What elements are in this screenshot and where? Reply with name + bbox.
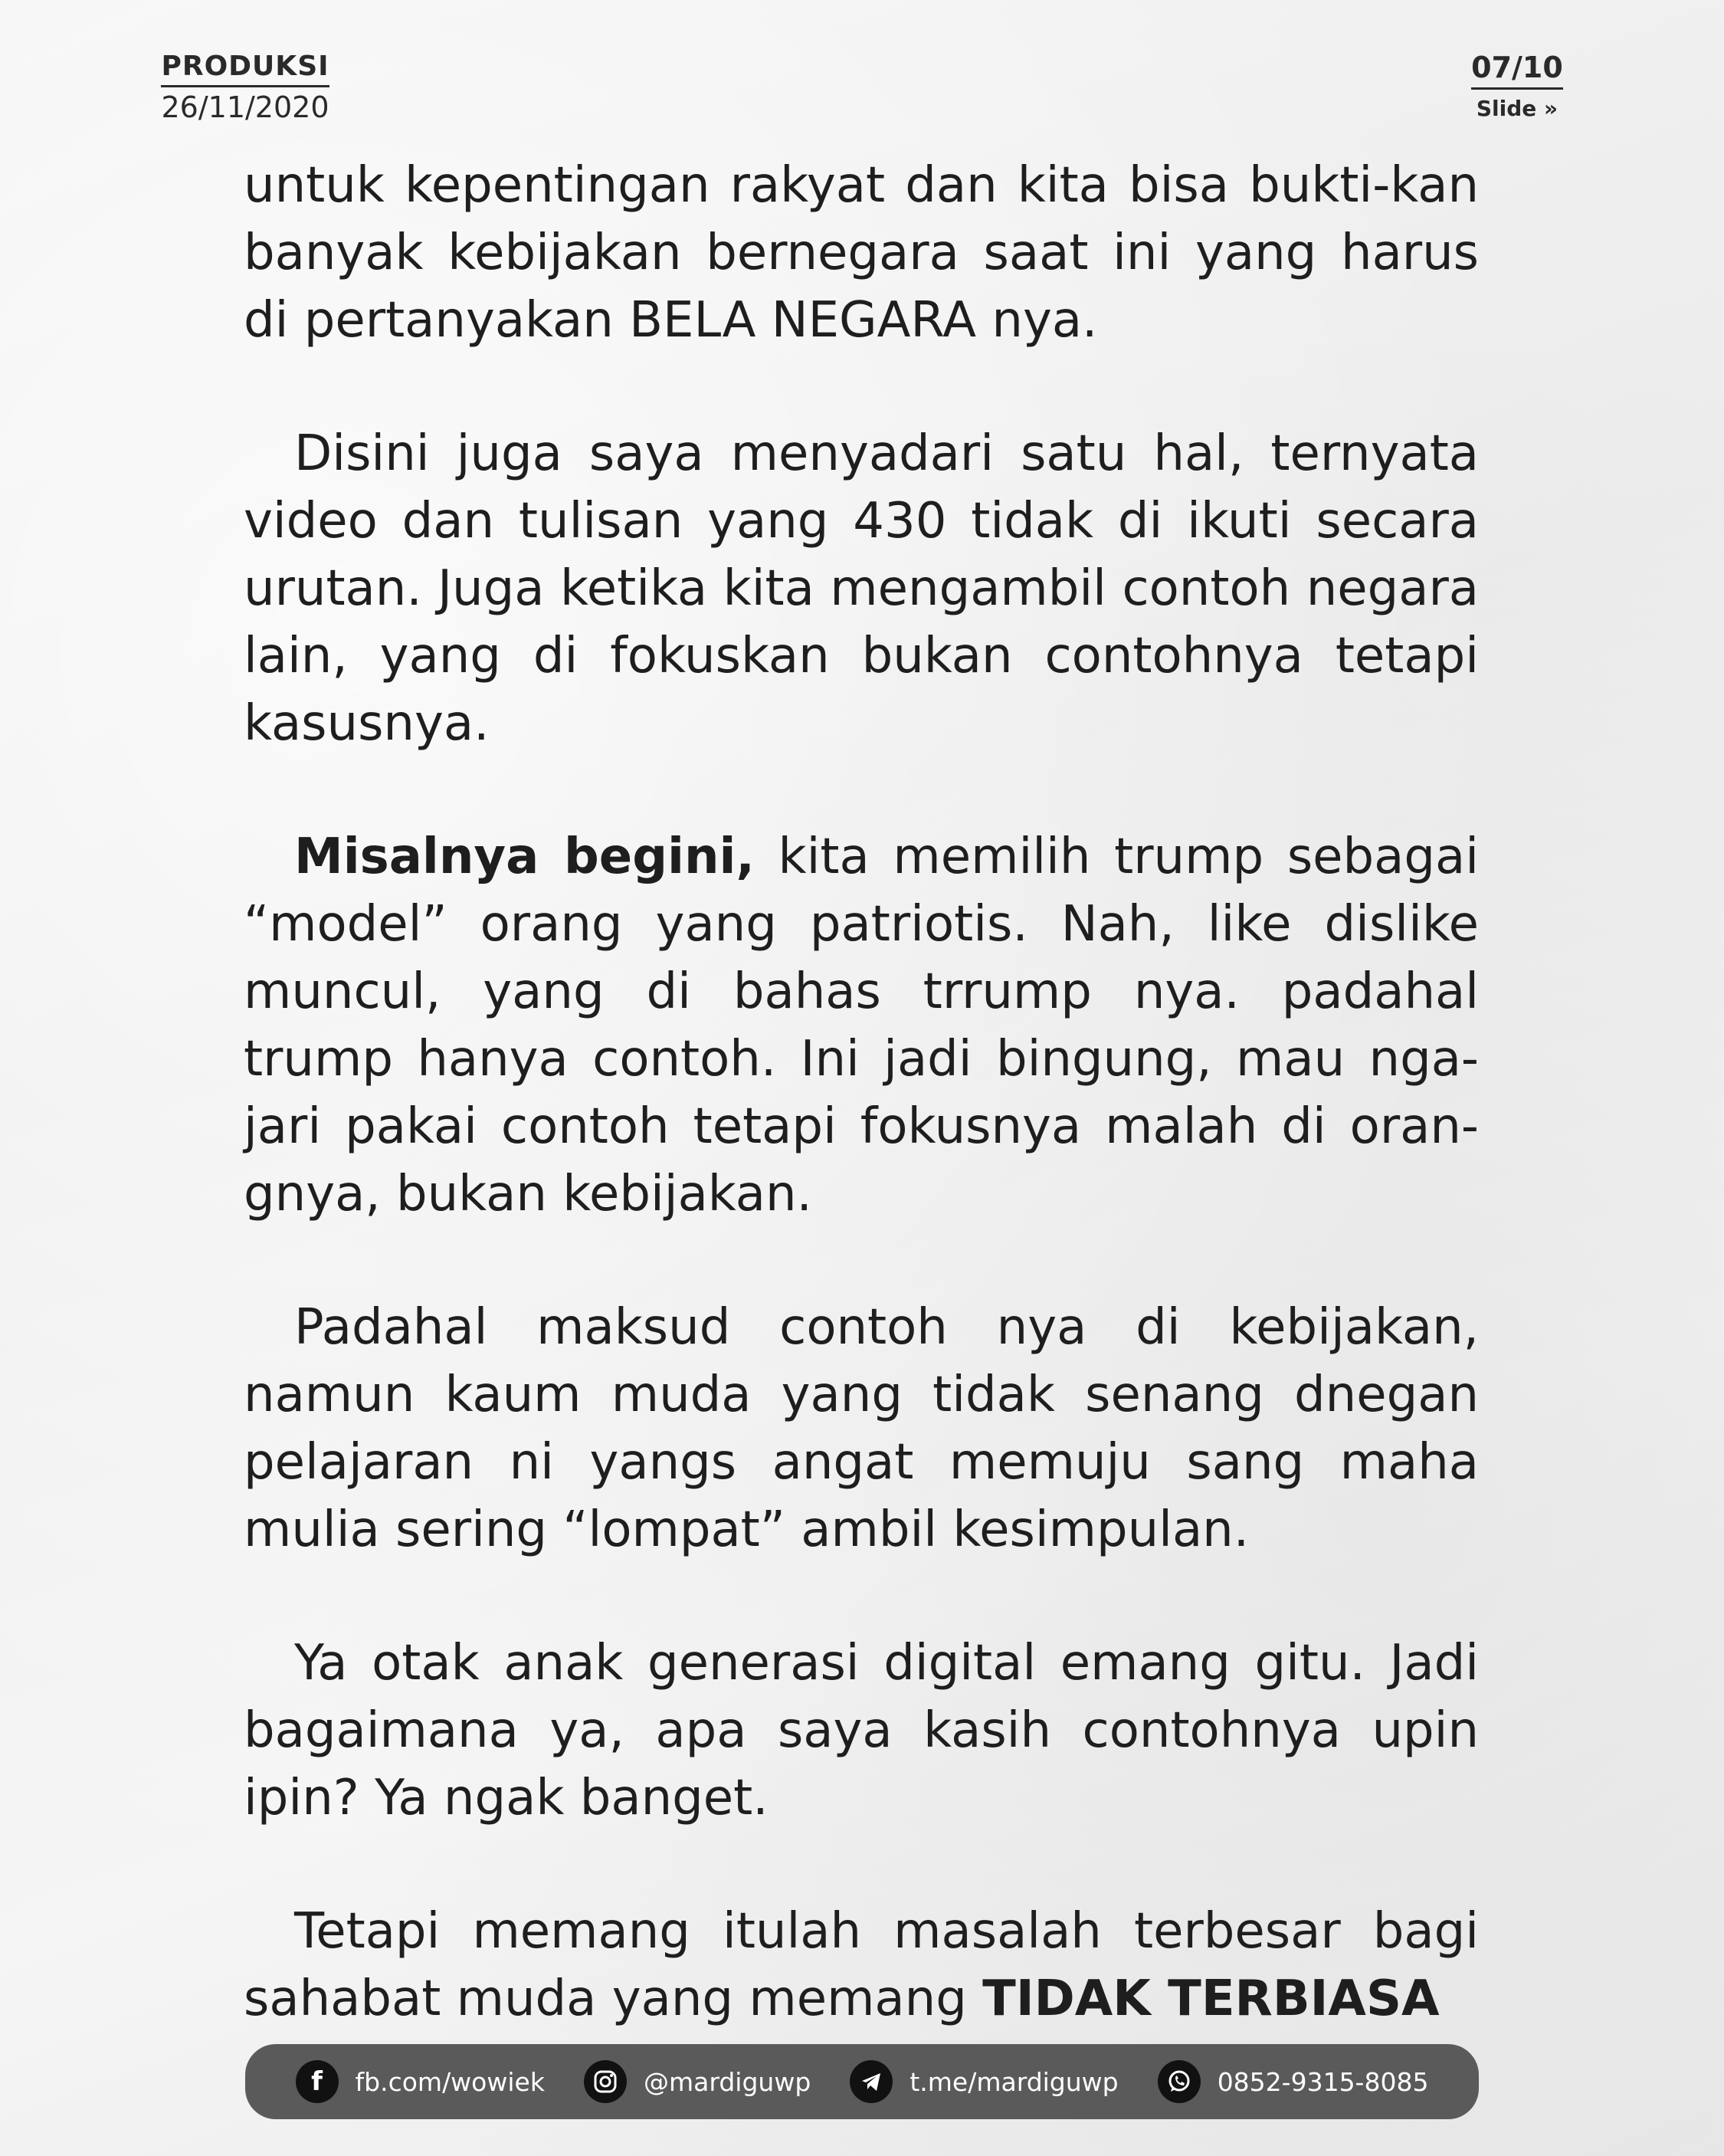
paragraph-4-text: Padahal maksud contoh nya di kebijakan, namun kaum muda yang tidak senang dnegan pelajaran ni yangs angat memuju sang maha mulia sering “lompat” ambil kesimpulan. [244, 1299, 1479, 1558]
paragraph-2 [244, 420, 1479, 757]
facebook-icon: f [296, 2060, 339, 2103]
whatsapp-text: 0852-9315-8085 [1217, 2066, 1429, 2097]
instagram-icon [584, 2060, 627, 2103]
paragraph-1-text: untuk kepentingan rakyat dan kita bisa bukti-kan banyak kebijakan bernegara saat ini yang harus di pertanyakan BELA NEGARA nya. [244, 157, 1479, 349]
header-right [1471, 51, 1563, 121]
header-date: 26/11/2020 [161, 90, 329, 124]
slide-indicator[interactable]: Slide » [1476, 96, 1558, 121]
page-number: 07/10 [1471, 51, 1563, 90]
facebook-link[interactable] [296, 2060, 545, 2103]
body-text [244, 152, 1479, 2099]
header-label: PRODUKSI [161, 51, 329, 87]
paragraph-3 [244, 823, 1479, 1228]
paragraph-3-bold: Misalnya begini, [294, 829, 755, 885]
paragraph-5 [244, 1629, 1479, 1832]
paragraph-6-bold: TIDAK TERBIASA [982, 1971, 1440, 2027]
instagram-link[interactable] [584, 2060, 811, 2103]
telegram-text: t.me/mardiguwp [910, 2066, 1119, 2097]
header-left [161, 51, 329, 124]
telegram-link[interactable] [850, 2060, 1118, 2103]
instagram-text: @mardiguwp [644, 2066, 811, 2097]
paragraph-2-text: Disini juga saya menyadari satu hal, ternyata video dan tulisan yang 430 tidak di ikuti secara urutan. Juga ketika kita mengambil contoh negara lain, yang di fokuskan bukan contohnya tetapi kasusnya. [244, 425, 1479, 752]
paragraph-6-text: Tetapi memang itulah masalah terbesar bagi sahabat muda yang memang [244, 1903, 1479, 2027]
paragraph-4 [244, 1294, 1479, 1564]
facebook-text: fb.com/wowiek [355, 2066, 545, 2097]
whatsapp-link[interactable] [1158, 2060, 1429, 2103]
paragraph-5-text: Ya otak anak generasi digital emang gitu. Jadi bagaimana ya, apa saya kasih contohnya upin ipin? Ya ngak banget. [244, 1635, 1479, 1826]
paragraph-3-text: kita memilih trump sebagai “model” orang yang patriotis. Nah, like dislike muncul, yang di bahas trrump nya. padahal trump hanya contoh. Ini jadi bingung, mau nga-jari pakai contoh tetapi fokusnya malah di oran-gnya, bukan kebijakan. [244, 829, 1480, 1222]
telegram-icon [850, 2060, 893, 2103]
paragraph-1 [244, 152, 1479, 354]
social-footer [245, 2044, 1479, 2119]
paragraph-6 [244, 1898, 1479, 2033]
whatsapp-icon [1158, 2060, 1201, 2103]
